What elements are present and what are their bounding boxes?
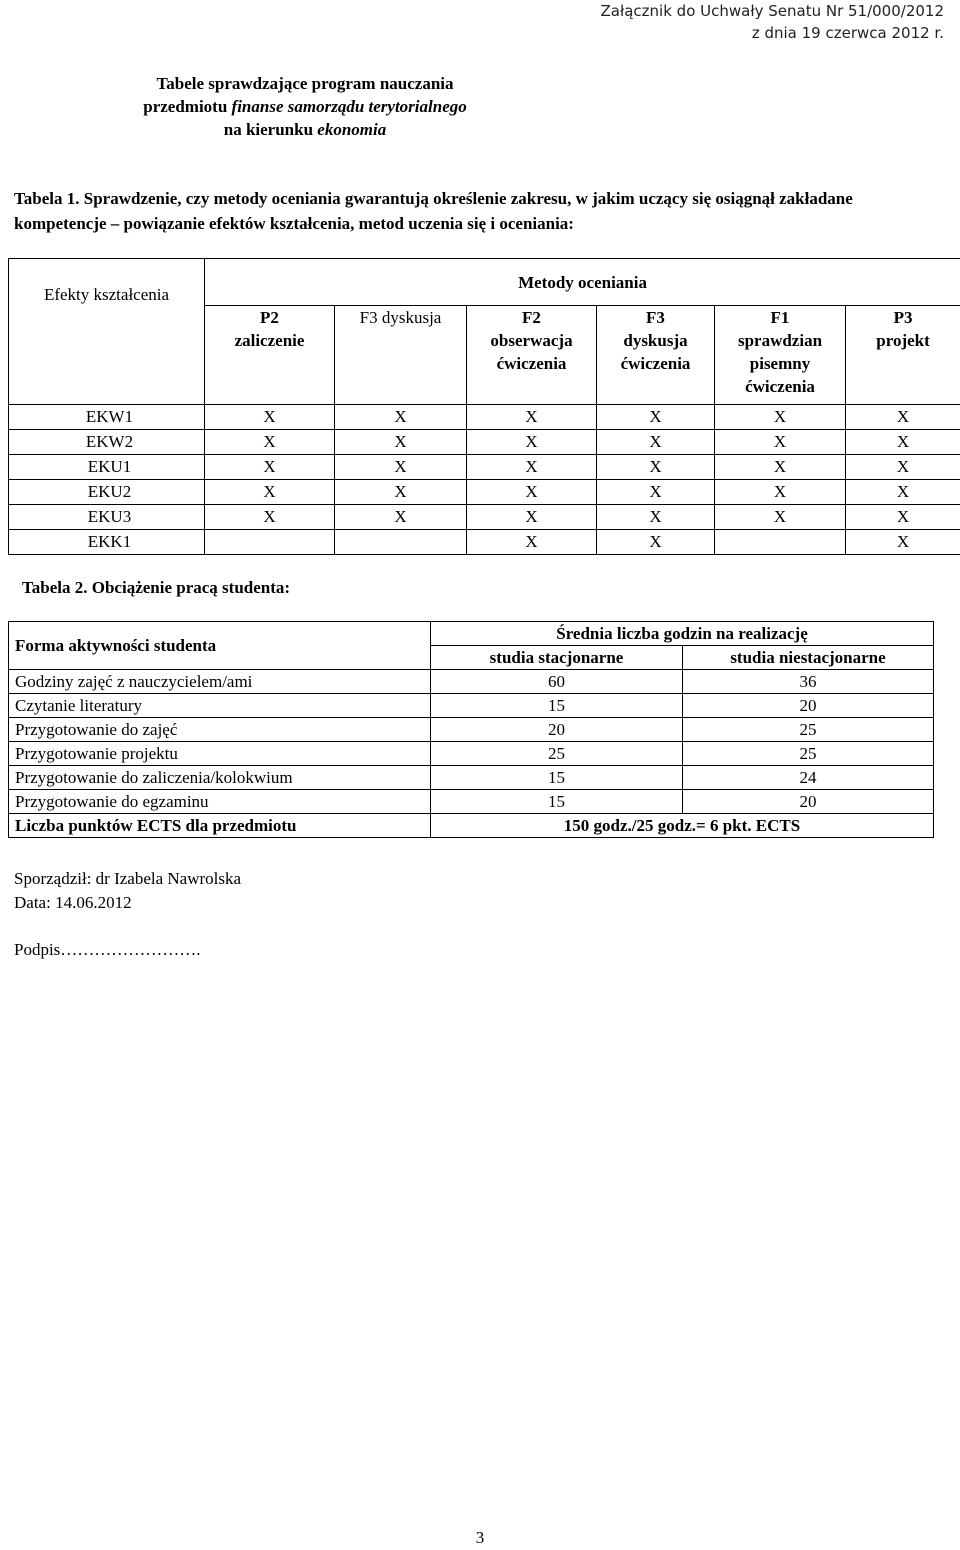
- method-header-line: dyskusja: [623, 331, 688, 350]
- method-header-line: P2: [260, 308, 279, 327]
- header-average-hours: Średnia liczba godzin na realizację: [431, 622, 934, 646]
- mapping-cell: X: [205, 480, 335, 505]
- mapping-cell: X: [846, 530, 960, 555]
- part-time-hours: 25: [683, 718, 934, 742]
- mapping-cell: X: [335, 455, 467, 480]
- method-header-line: F3: [646, 308, 665, 327]
- table-row: [9, 742, 934, 766]
- part-time-hours: 36: [683, 670, 934, 694]
- mapping-cell: X: [335, 405, 467, 430]
- learning-outcome-label: EKU2: [9, 480, 205, 505]
- mapping-cell: X: [205, 455, 335, 480]
- learning-outcome-label: EKU3: [9, 505, 205, 530]
- table-row: [9, 505, 960, 530]
- mapping-cell: X: [846, 405, 960, 430]
- method-header-line: P3: [893, 308, 913, 327]
- mapping-cell: X: [467, 505, 597, 530]
- method-header-line: F1: [770, 308, 790, 327]
- activity-label: Przygotowanie do zaliczenia/kolokwium: [9, 766, 431, 790]
- learning-outcome-label: EKW2: [9, 430, 205, 455]
- mapping-cell: X: [335, 480, 467, 505]
- method-column-header: [846, 306, 960, 405]
- mapping-cell: X: [846, 455, 960, 480]
- mapping-cell: X: [597, 505, 715, 530]
- page-number: 3: [475, 1528, 485, 1547]
- part-time-hours: 25: [683, 742, 934, 766]
- ects-total-label: Liczba punktów ECTS dla przedmiotu: [9, 814, 431, 838]
- method-header-line: pisemny: [749, 354, 811, 373]
- full-time-hours: 15: [431, 694, 683, 718]
- table2-caption: Tabela 2. Obciążenie pracą studenta:: [22, 578, 291, 597]
- attachment-line-1: Załącznik do Uchwały Senatu Nr 51/000/2012: [600, 2, 944, 20]
- workload-table: [8, 621, 934, 838]
- document-title: [0, 72, 610, 141]
- table-row: [9, 670, 934, 694]
- method-header-line: F3 dyskusja: [359, 308, 442, 327]
- date: Data: 14.06.2012: [14, 893, 132, 912]
- subject-name: finanse samorządu terytorialnego: [231, 97, 467, 116]
- attachment-line-2: z dnia 19 czerwca 2012 r.: [751, 24, 944, 42]
- learning-outcome-label: EKU1: [9, 455, 205, 480]
- mapping-cell: [205, 530, 335, 555]
- title-line-2: [0, 95, 610, 118]
- title-line-2-prefix: przedmiotu: [143, 97, 232, 116]
- header-assessment-methods: Metody oceniania: [205, 259, 960, 306]
- method-header-line: ćwiczenia: [496, 354, 567, 373]
- activity-label: Przygotowanie projektu: [9, 742, 431, 766]
- title-line-3-prefix: na kierunku: [223, 120, 318, 139]
- method-column-header: [597, 306, 715, 405]
- method-header-line: F2: [522, 308, 541, 327]
- activity-label: Czytanie literatury: [9, 694, 431, 718]
- prepared-by: Sporządził: dr Izabela Nawrolska: [14, 869, 242, 888]
- mapping-cell: X: [597, 430, 715, 455]
- method-header-line: zaliczenie: [234, 331, 305, 350]
- signature-line: Podpis…………………….: [14, 940, 201, 959]
- header-activity-form: Forma aktywności studenta: [9, 622, 431, 670]
- header-learning-outcomes-text: Efekty kształcenia: [43, 285, 170, 304]
- full-time-hours: 60: [431, 670, 683, 694]
- full-time-hours: 25: [431, 742, 683, 766]
- method-header-line: projekt: [876, 331, 930, 350]
- method-header-line: ćwiczenia: [745, 377, 815, 396]
- method-column-header: [335, 306, 467, 405]
- mapping-cell: X: [467, 480, 597, 505]
- mapping-cell: X: [846, 430, 960, 455]
- part-time-hours: 20: [683, 694, 934, 718]
- part-time-hours: 20: [683, 790, 934, 814]
- table-row: [9, 530, 960, 555]
- activity-label: Godziny zajęć z nauczycielem/ami: [9, 670, 431, 694]
- attachment-note: [601, 0, 945, 44]
- table-row: [9, 694, 934, 718]
- learning-outcome-label: EKK1: [9, 530, 205, 555]
- full-time-hours: 20: [431, 718, 683, 742]
- mapping-cell: X: [715, 430, 846, 455]
- mapping-cell: X: [467, 405, 597, 430]
- mapping-cell: X: [467, 455, 597, 480]
- mapping-cell: X: [205, 405, 335, 430]
- mapping-cell: X: [597, 455, 715, 480]
- mapping-cell: [715, 530, 846, 555]
- table-row: [9, 405, 960, 430]
- full-time-hours: 15: [431, 766, 683, 790]
- method-column-header: [715, 306, 846, 405]
- table-row: [9, 430, 960, 455]
- full-time-hours: 15: [431, 790, 683, 814]
- title-line-1: Tabele sprawdzające program nauczania: [156, 74, 454, 93]
- mapping-cell: X: [715, 405, 846, 430]
- mapping-cell: X: [715, 480, 846, 505]
- learning-outcome-label: EKW1: [9, 405, 205, 430]
- table-row: [9, 480, 960, 505]
- table-row: [9, 455, 960, 480]
- mapping-cell: X: [846, 505, 960, 530]
- mapping-cell: X: [715, 455, 846, 480]
- method-header-line: obserwacja: [490, 331, 573, 350]
- mapping-cell: X: [597, 405, 715, 430]
- mapping-cell: X: [335, 505, 467, 530]
- table-row: [9, 790, 934, 814]
- method-header-line: ćwiczenia: [620, 354, 691, 373]
- mapping-cell: X: [846, 480, 960, 505]
- method-column-header: [205, 306, 335, 405]
- field-name: ekonomia: [317, 120, 387, 139]
- table1-caption: Tabela 1. Sprawdzenie, czy metody oceniania gwarantują określenie zakresu, w jakim uczący się osiągnął zakładane kompetencje – powiązanie efektów kształcenia, metod uczenia się i oceniania:: [14, 189, 853, 233]
- header-learning-outcomes: [9, 259, 205, 405]
- mapping-cell: X: [467, 430, 597, 455]
- title-line-3: [0, 118, 610, 141]
- table-row: [9, 766, 934, 790]
- header-full-time: studia stacjonarne: [431, 646, 683, 670]
- mapping-cell: X: [597, 530, 715, 555]
- mapping-cell: X: [715, 505, 846, 530]
- method-column-header: [467, 306, 597, 405]
- method-header-line: sprawdzian: [737, 331, 823, 350]
- mapping-cell: [335, 530, 467, 555]
- part-time-hours: 24: [683, 766, 934, 790]
- ects-total-value: 150 godz./25 godz.= 6 pkt. ECTS: [431, 814, 934, 838]
- header-part-time: studia niestacjonarne: [683, 646, 934, 670]
- assessment-methods-table: [8, 258, 960, 555]
- table-row: [9, 718, 934, 742]
- mapping-cell: X: [467, 530, 597, 555]
- activity-label: Przygotowanie do zajęć: [9, 718, 431, 742]
- mapping-cell: X: [205, 430, 335, 455]
- activity-label: Przygotowanie do egzaminu: [9, 790, 431, 814]
- mapping-cell: X: [597, 480, 715, 505]
- mapping-cell: X: [205, 505, 335, 530]
- mapping-cell: X: [335, 430, 467, 455]
